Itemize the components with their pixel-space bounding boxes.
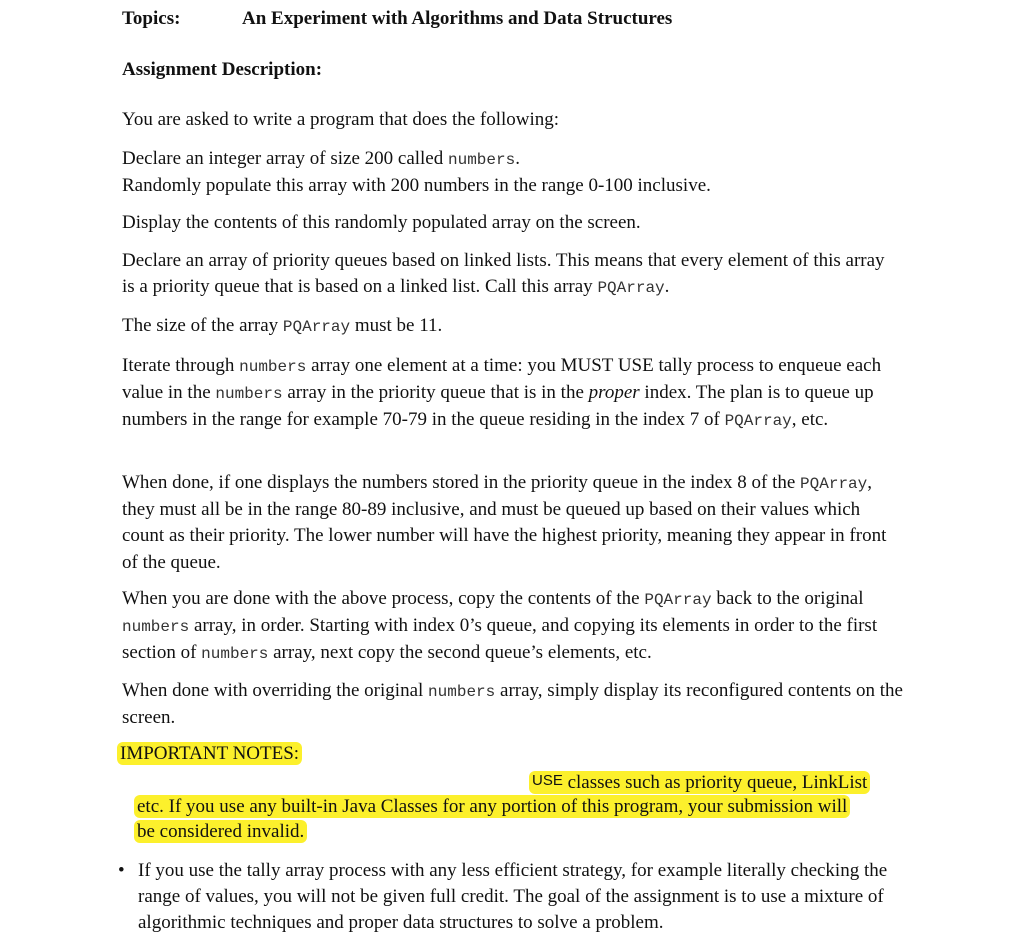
code-pqarray: PQArray: [724, 412, 792, 431]
paragraph-pqarray-size: The size of the array PQArray must be 11.: [122, 315, 443, 336]
paragraph-iterate: Iterate through numbers array one element at a time: you MUST USE tally process to enqueue each value in the numbers array in the priority queue that is in the proper index. The plan is to queue up numbers in the range for example 70-79 in the queue residing in the index 7 of PQArray, etc.: [122, 355, 882, 431]
paragraph-display-reconfigured: When done with overriding the original numbers array, simply display its reconfigured contents on the screen.: [122, 680, 903, 729]
paragraph-display: Display the contents of this randomly populated array on the screen.: [122, 212, 641, 233]
code-pqarray: PQArray: [282, 318, 351, 336]
bullet-icon: •: [118, 860, 125, 881]
code-numbers: numbers: [122, 618, 190, 637]
emphasis-proper: proper: [588, 382, 640, 404]
paragraph-pqarray-declare: Declare an array of priority queues based on linked lists. This means that every element of this array is a priority queue that is based on a linked list. Call this array PQArray.: [122, 250, 885, 298]
code-numbers: numbers: [239, 358, 307, 376]
intro-text: You are asked to write a program that does the following:: [122, 109, 560, 130]
assignment-heading: Assignment Description:: [122, 59, 323, 80]
note1-line1: USE classes such as priority queue, LinkList: [529, 768, 870, 796]
paragraph-when-done: When done, if one displays the numbers stored in the priority queue in the index 8 of the PQArray, they must all be in the range 80-89 inclusive, and must be queued up based on their values which count as their priority. The lower number will have the highest priority, meaning they appear in front of the queue.: [122, 472, 887, 573]
code-numbers: numbers: [215, 385, 283, 404]
code-numbers: numbers: [428, 683, 496, 701]
paragraph-copy-back: When you are done with the above process, copy the contents of the PQArray back to the original numbers array, in order. Starting with index 0’s queue, and copying its elements in order to the first section of numbers array, next copy the second queue’s elements, etc.: [122, 588, 878, 664]
code-pqarray: PQArray: [644, 591, 712, 609]
populate-line: Randomly populate this array with 200 numbers in the range 0-100 inclusive.: [122, 175, 711, 197]
code-pqarray: PQArray: [597, 279, 665, 298]
topics-label: Topics:: [122, 8, 181, 29]
code-numbers: numbers: [201, 645, 269, 664]
code-numbers: numbers: [448, 151, 516, 169]
important-notes-heading: IMPORTANT NOTES:: [117, 741, 302, 767]
topics-value: An Experiment with Algorithms and Data Structures: [242, 8, 673, 29]
bullet-note-text: If you use the tally array process with any less efficient strategy, for example literally checking the range of values, you will not be given full credit. The goal of the assignment is to use a mixture of algorithmic techniques and proper data structures to solve a problem.: [138, 860, 888, 934]
code-pqarray: PQArray: [800, 475, 868, 493]
use-tag: USE: [532, 772, 563, 789]
note1-line2: etc. If you use any built-in Java Classes for any portion of this program, your submission will: [134, 794, 850, 820]
topics-line: [122, 6, 673, 32]
note1-line3: be considered invalid.: [134, 819, 307, 845]
paragraph-declare-numbers: Declare an integer array of size 200 called numbers. Randomly populate this array with 200 numbers in the range 0-100 inclusive.: [122, 146, 912, 199]
